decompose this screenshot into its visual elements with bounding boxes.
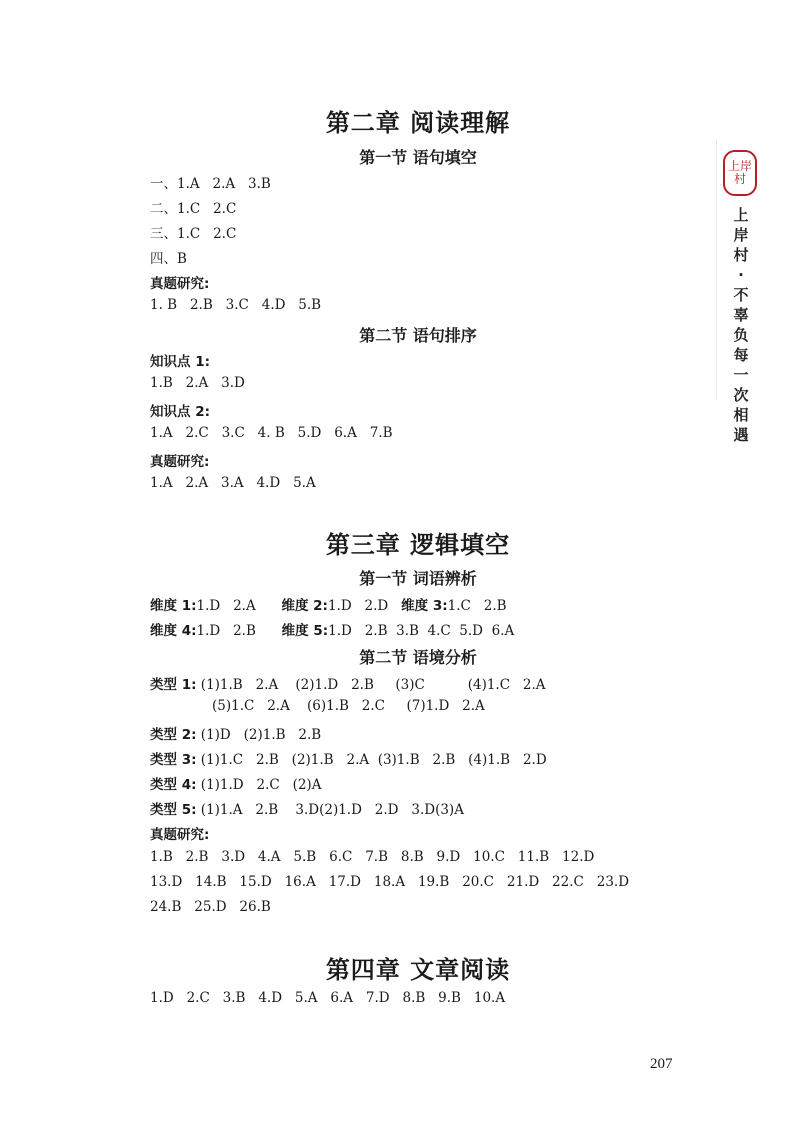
answer-line: 四、B (150, 251, 187, 267)
brand-seal-logo: 上岸 村 (723, 150, 757, 196)
side-divider (716, 140, 717, 400)
answer-line: 1.D 2.C 3.B 4.D 5.A 6.A 7.D 8.B 9.B 10.A (150, 990, 506, 1006)
type-line (150, 673, 546, 693)
type-line (150, 798, 464, 818)
answer-line: 1.B 2.B 3.D 4.A 5.B 6.C 7.B 8.B 9.D 10.C 11.B 12.D (150, 849, 595, 865)
subheading-exam-research: 真题研究: (150, 454, 210, 470)
type-line (150, 773, 321, 793)
dimension-answers: 1.D 2.A (196, 598, 256, 614)
answer-line: 二、1.C 2.C (150, 201, 237, 217)
section-title-word-analysis: 第一节 词语辨析 (359, 569, 477, 588)
type-answers: (1)D (2)1.B 2.B (200, 727, 322, 743)
dimension-answers: 1.D 2.B 3.B 4.C 5.D 6.A (328, 623, 515, 639)
type-answers: (1)1.C 2.B (2)1.B 2.A (3)1.B 2.B (4)1.B 2.D (200, 752, 547, 768)
answer-line: 13.D 14.B 15.D 16.A 17.D 18.A 19.B 20.C 21.D 22.C 23.D (150, 874, 630, 890)
type-label: 类型 4: (150, 777, 197, 793)
type-answers: (1)1.B 2.A (2)1.D 2.B (3)C (4)1.C 2.A (200, 677, 546, 693)
answer-line: 一、1.A 2.A 3.B (150, 176, 271, 192)
type-line (150, 748, 547, 768)
type-label: 类型 5: (150, 802, 197, 818)
answer-line: 1. B 2.B 3.C 4.D 5.B (150, 297, 322, 313)
type-line (150, 723, 321, 743)
subheading-exam-research: 真题研究: (150, 827, 210, 843)
dimension-answers: 1.C 2.B (447, 598, 507, 614)
chapter-title-2: 第二章 阅读理解 (325, 109, 511, 137)
section-title-sentence-fill: 第一节 语句填空 (359, 148, 477, 167)
type-label: 类型 2: (150, 727, 197, 743)
chapter-title-4: 第四章 文章阅读 (325, 956, 511, 984)
type-answers: (1)1.D 2.C (2)A (200, 777, 322, 793)
subheading-knowledge-2: 知识点 2: (150, 404, 210, 420)
answer-line: 1.B 2.A 3.D (150, 375, 245, 391)
subheading-knowledge-1: 知识点 1: (150, 354, 210, 370)
dimension-label: 维度 2: (281, 598, 328, 614)
dimension-line (150, 619, 514, 639)
dimension-label: 维度 1: (150, 598, 197, 614)
page-number: 207 (650, 1056, 673, 1072)
dimension-answers: 1.D 2.D (327, 598, 389, 614)
subheading-exam-research: 真题研究: (150, 276, 210, 292)
type-answers: (1)1.A 2.B 3.D(2)1.D 2.D 3.D(3)A (200, 802, 464, 818)
page-content (148, 0, 688, 1130)
section-title-context-analysis: 第二节 语境分析 (359, 648, 477, 667)
section-title-sentence-order: 第二节 语句排序 (359, 326, 477, 345)
answer-line: 三、1.C 2.C (150, 226, 237, 242)
dimension-label: 维度 5: (281, 623, 329, 639)
answer-line: 1.A 2.C 3.C 4. B 5.D 6.A 7.B (150, 425, 393, 441)
answer-line: 1.A 2.A 3.A 4.D 5.A (150, 475, 316, 491)
brand-slogan: 上岸村·不辜负每一次相遇 (733, 206, 749, 444)
dimension-line (150, 594, 507, 614)
type-label: 类型 3: (150, 752, 197, 768)
answer-line: 24.B 25.D 26.B (150, 899, 271, 915)
dimension-answers: 1.D 2.B (196, 623, 256, 639)
type-label: 类型 1: (150, 677, 197, 693)
dimension-label: 维度 4: (150, 623, 197, 639)
type-line-continued: (5)1.C 2.A (6)1.B 2.C (7)1.D 2.A (212, 698, 485, 714)
chapter-title-3: 第三章 逻辑填空 (325, 531, 511, 559)
dimension-label: 维度 3: (401, 598, 448, 614)
